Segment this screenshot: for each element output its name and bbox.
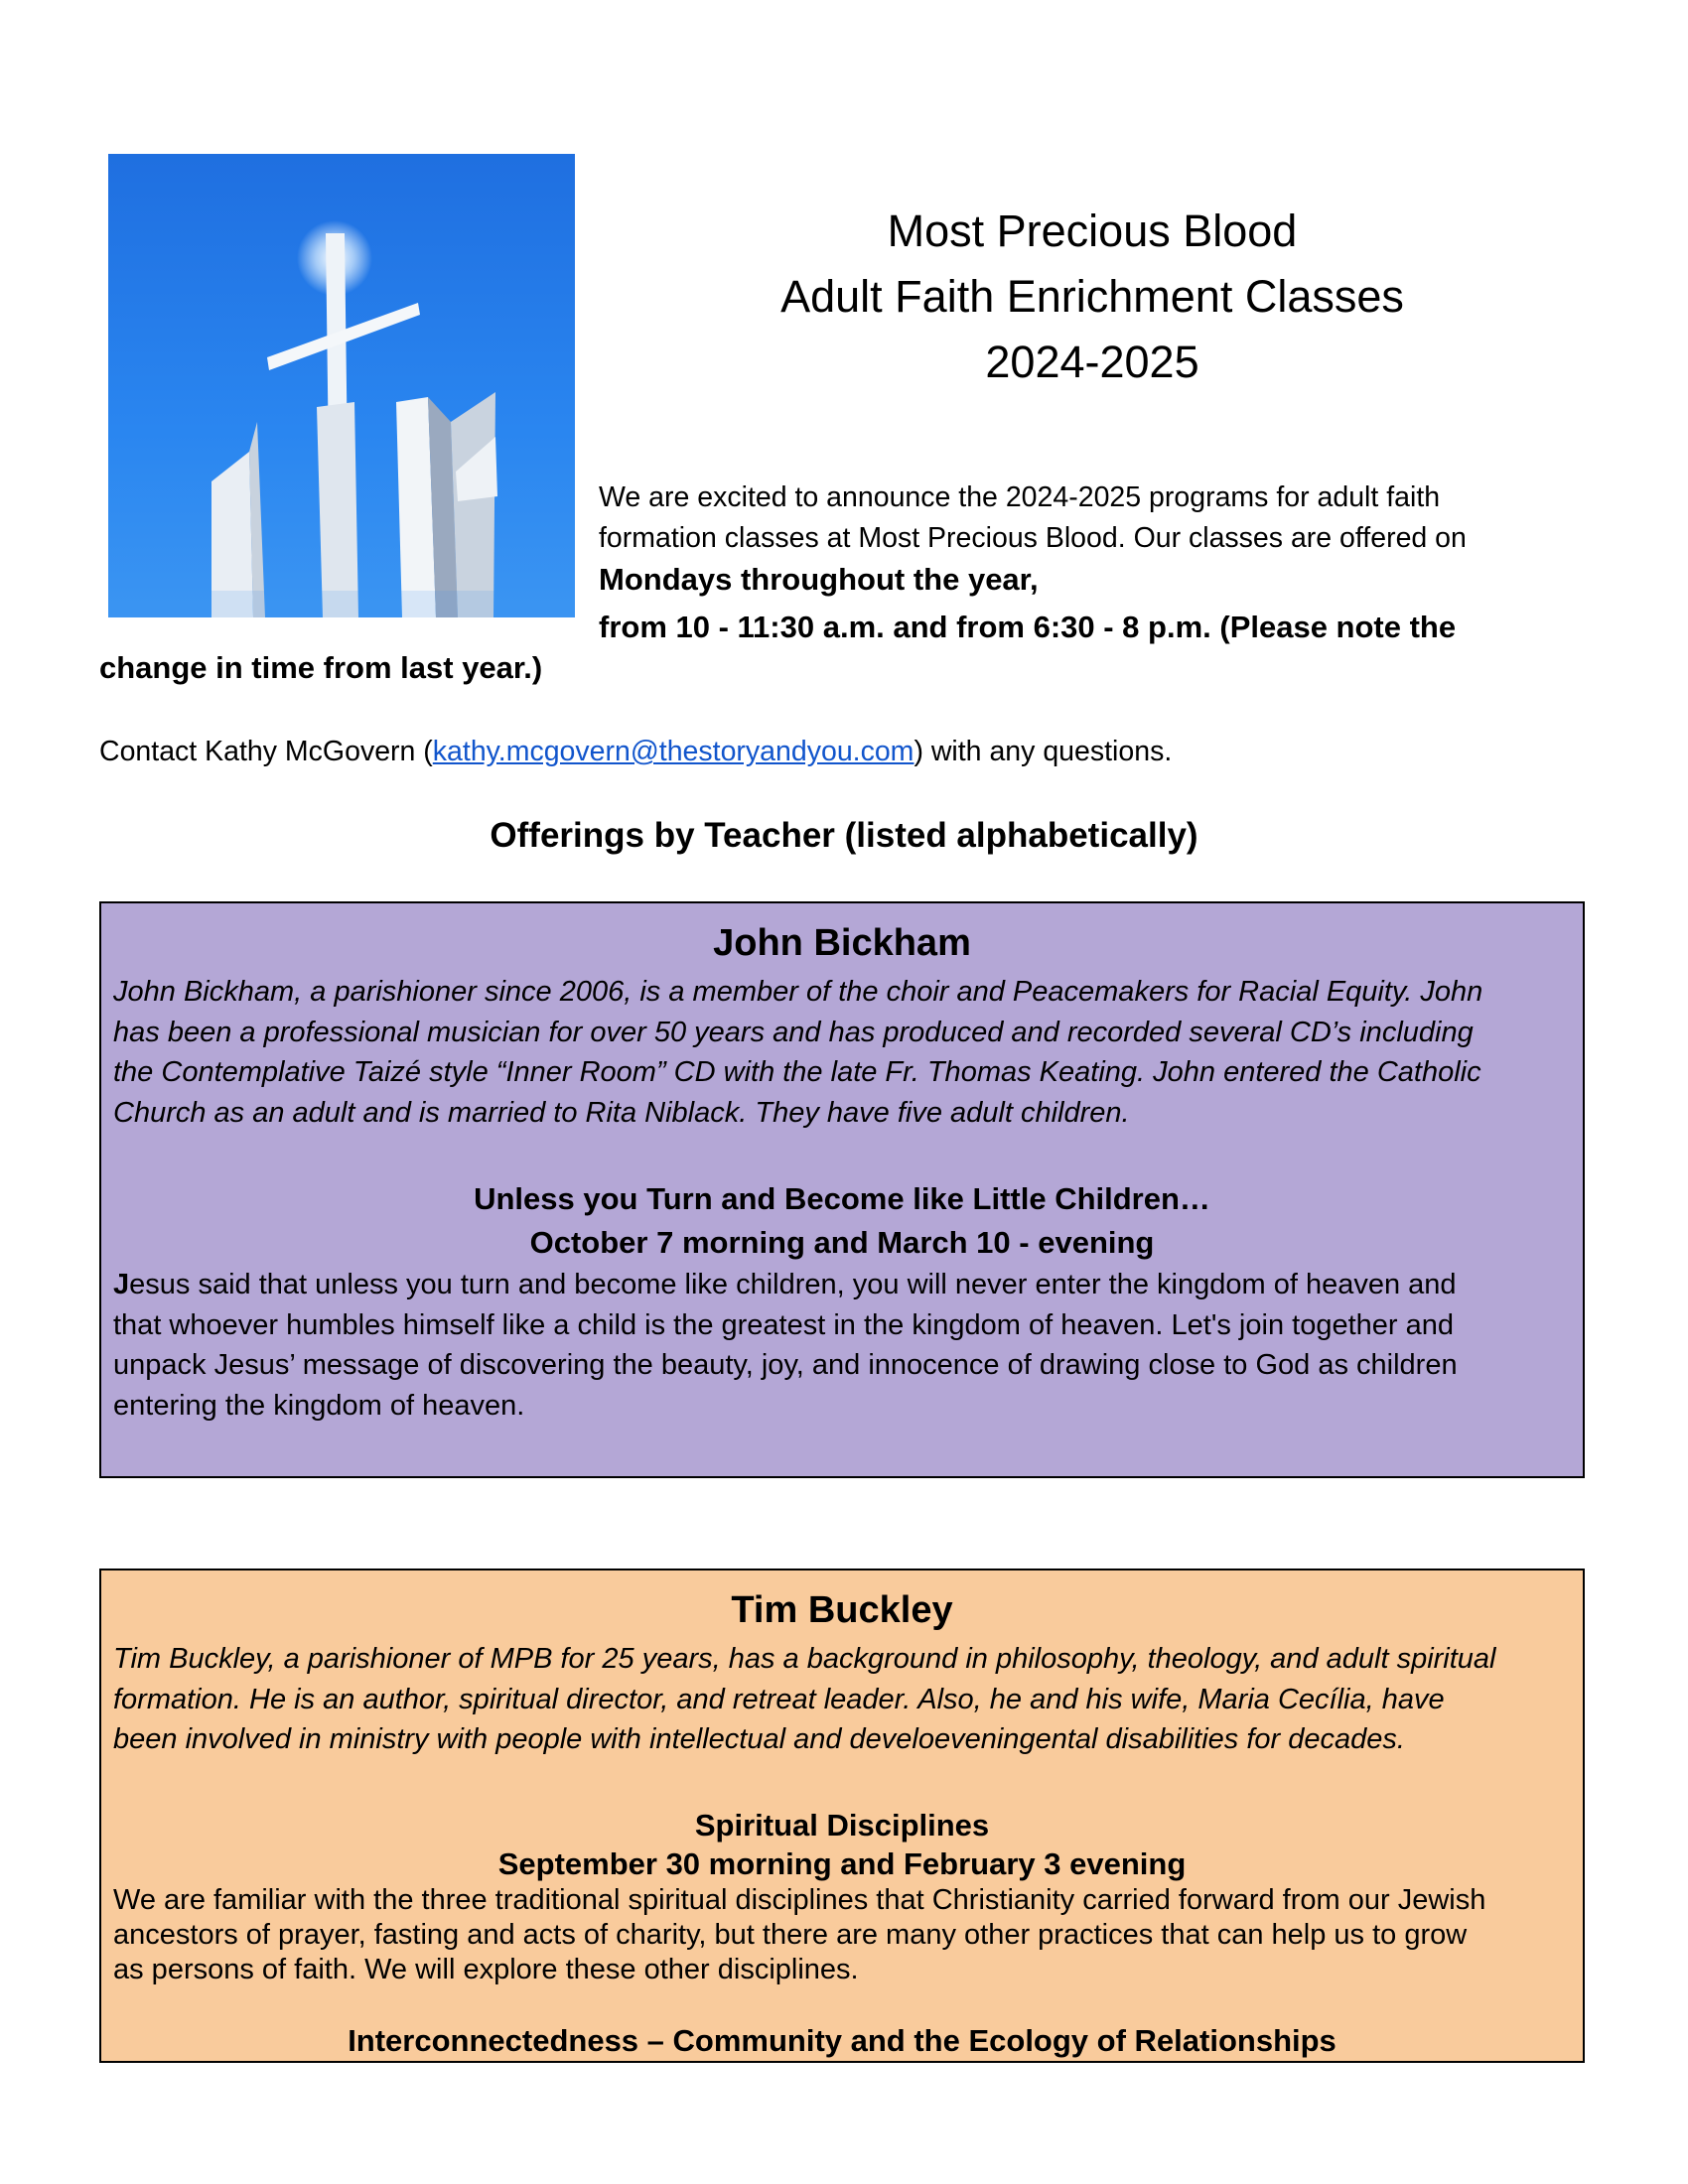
teacher-bio — [113, 1639, 1571, 1760]
title-line-3: 2024-2025 — [985, 337, 1199, 387]
desc-line: ancestors of prayer, fasting and acts of charity, but there are many other practices that can help us to grow — [113, 1918, 1468, 1951]
teacher-card-tim-buckley — [99, 1569, 1585, 2063]
teacher-bio — [113, 972, 1571, 1133]
contact-email-link[interactable]: kathy.mcgovern@thestoryandyou.com — [432, 736, 914, 767]
teacher-name: Tim Buckley — [731, 1589, 953, 1631]
desc-line: We are familiar with the three traditional spiritual disciplines that Christianity carried forward from our Jewish — [113, 1883, 1486, 1916]
bio-line: Tim Buckley, a parishioner of MPB for 25 years, has a background in philosophy, theology, and adult spiritual — [113, 1643, 1496, 1675]
desc-line: entering the kingdom of heaven. — [113, 1389, 525, 1422]
desc-line: as persons of faith. We will explore these other disciplines. — [113, 1953, 859, 1985]
intro-bold-line-1: Mondays throughout the year, — [599, 562, 1039, 597]
intro-paragraph — [599, 478, 1592, 649]
page-title — [695, 199, 1489, 395]
course-title: Spiritual Disciplines — [694, 1807, 990, 1843]
desc-first-letter: J — [113, 1269, 130, 1300]
intro-bold-line-2: from 10 - 11:30 a.m. and from 6:30 - 8 p.m. (Please note the — [599, 610, 1457, 644]
teacher-name: John Bickham — [713, 922, 971, 964]
bio-line: the Contemplative Taizé style “Inner Room” CD with the late Fr. Thomas Keating. John entered the Catholic — [113, 1056, 1481, 1088]
contact-line — [99, 732, 1172, 771]
contact-prefix: Contact Kathy McGovern ( — [99, 736, 433, 767]
bio-line: formation. He is an author, spiritual director, and retreat leader. Also, he and his wife, Maria Cecília, have — [113, 1683, 1445, 1715]
bio-line: has been a professional musician for over 50 years and has produced and recorded several CD’s including — [113, 1016, 1474, 1048]
course-date: October 7 morning and March 10 - evening — [529, 1225, 1155, 1260]
title-line-2: Adult Faith Enrichment Classes — [780, 271, 1404, 322]
bio-line: John Bickham, a parishioner since 2006, is a member of the choir and Peacemakers for Racial Equity. John — [113, 976, 1483, 1008]
bio-line: Church as an adult and is married to Rita Niblack. They have five adult children. — [113, 1096, 1130, 1129]
intro-line-1: We are excited to announce the 2024-2025 programs for adult faith — [599, 481, 1441, 513]
teacher-card-john-bickham — [99, 901, 1585, 1478]
intro-line-2: formation classes at Most Precious Blood. Our classes are offered on — [599, 522, 1467, 554]
course-description — [113, 1883, 1571, 1987]
desc-line-text: esus said that unless you turn and become like children, you will never enter the kingdom of heaven and — [129, 1269, 1457, 1300]
course-title-2: Interconnectedness – Community and the Ecology of Relationships — [348, 2022, 1336, 2058]
bio-line: been involved in ministry with people with intellectual and develoeveningental disabilities for decades. — [113, 1723, 1405, 1755]
contact-suffix: ) with any questions. — [914, 736, 1173, 767]
church-cross-photo — [108, 154, 575, 617]
intro-bold-line-3: change in time from last year.) — [99, 650, 543, 685]
course-date: September 30 morning and February 3 evening — [497, 1845, 1187, 1881]
course-description — [113, 1265, 1571, 1426]
course-title: Unless you Turn and Become like Little Children… — [474, 1181, 1210, 1216]
desc-line: unpack Jesus’ message of discovering the beauty, joy, and innocence of drawing close to God as children — [113, 1349, 1458, 1381]
desc-line — [113, 1265, 1571, 1305]
desc-line: that whoever humbles himself like a child is the greatest in the kingdom of heaven. Let's join together and — [113, 1308, 1454, 1341]
offerings-heading: Offerings by Teacher (listed alphabetically) — [490, 816, 1198, 855]
title-line-1: Most Precious Blood — [887, 205, 1298, 256]
